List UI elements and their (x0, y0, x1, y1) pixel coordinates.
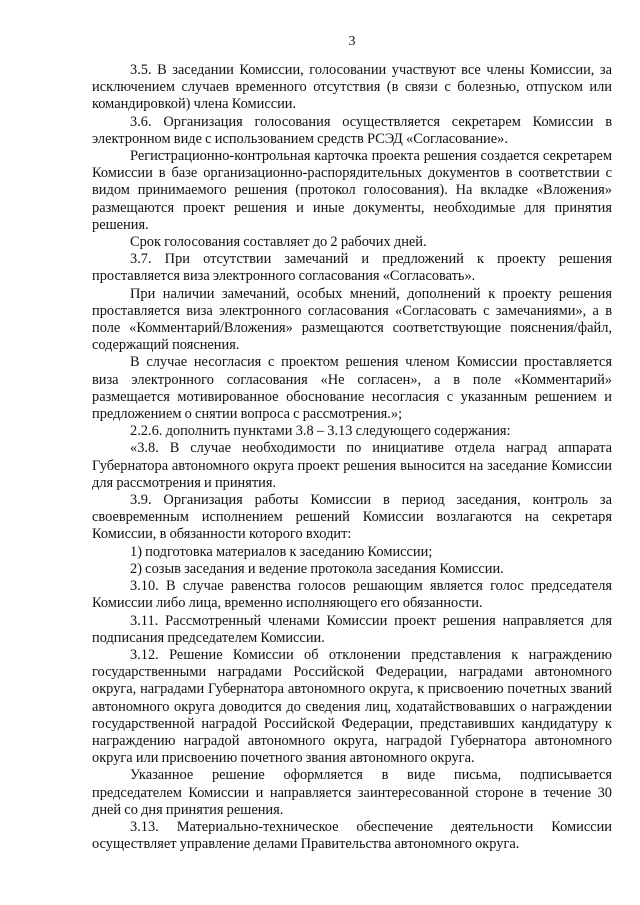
paragraph-letter-decision: Указанное решение оформляется в виде письма, подписывается председателем Комиссии и направляется заинтересованной стороне в течение 30 дней со дня принятия решения. (92, 767, 612, 818)
paragraph-registration-card: Регистрационно-контрольная карточка проекта решения создается секретарем Комиссии в базе организационно-распорядительных документов в соответствии с видом принимаемого решения (протокол голосования). На вкладке «Вложения» размещаются проект решения и иные документы, необходимые для принятия решения. (92, 148, 612, 233)
paragraph-3-5: 3.5. В заседании Комиссии, голосовании участвуют все члены Комиссии, за исключением случаев временного отсутствия (в связи с болезнью, отпуском или командировкой) члена Комиссии. (92, 62, 612, 113)
paragraph-3-6: 3.6. Организация голосования осуществляется секретарем Комиссии в электронном виде с использованием средств РСЭД «Согласование». (92, 113, 612, 147)
paragraph-2-2-6: 2.2.6. дополнить пунктами 3.8 – 3.13 следующего содержания: (130, 423, 511, 440)
paragraph-3-8: «3.8. В случае необходимости по инициативе отдела наград аппарата Губернатора автономного округа проект решения выносится на заседание Комиссии для рассмотрения и принятия. (92, 440, 612, 491)
page-number: 3 (348, 34, 356, 49)
list-item-1: 1) подготовка материалов к заседанию Комиссии; (130, 543, 433, 560)
paragraph-disagreement: В случае несогласия с проектом решения членом Комиссии проставляется виза электронного согласования «Не согласен», а в поле «Комментарий» размещается мотивированное обоснование несогласия с указанным решением и предложением о снятии вопроса с рассмотрения.»; (92, 354, 612, 423)
paragraph-3-12: 3.12. Решение Комиссии об отклонении представления к награждению государственными наградами Российской Федерации, наградами автономного округа, наградами Губернатора автономного округа, к присвоению почетных званий автономного округа доводится до сведения лиц, ходатайствовавших о награждении государственной наградой Российской Федерации, представивших кандидатуру к награждению наградой автономного округа, наградой Губернатора автономного округа или присвоению почетного звания автономного округа. (92, 646, 612, 767)
paragraph-3-11: 3.11. Рассмотренный членами Комиссии проект решения направляется для подписания председателем Комиссии. (92, 612, 612, 646)
paragraph-3-13: 3.13. Материально-техническое обеспечение деятельности Комиссии осуществляет управление делами Правительства автономного округа. (92, 818, 612, 853)
list-item-2: 2) созыв заседания и ведение протокола заседания Комиссии. (130, 560, 504, 577)
paragraph-3-7: 3.7. При отсутствии замечаний и предложений к проекту решения проставляется виза электронного согласования «Согласовать». (92, 251, 612, 285)
paragraph-3-10: 3.10. В случае равенства голосов решающим является голос председателя Комиссии либо лица, временно исполняющего его обязанности. (92, 578, 612, 612)
paragraph-3-9: 3.9. Организация работы Комиссии в период заседания, контроль за своевременным исполнением решений Комиссии возлагаются на секретаря Комиссии, в обязанности которого входит: (92, 492, 612, 543)
paragraph-voting-term: Срок голосования составляет до 2 рабочих дней. (130, 234, 427, 251)
paragraph-remarks: При наличии замечаний, особых мнений, дополнений к проекту решения проставляется виза электронного согласования «Согласовать с замечаниями», а в поле «Комментарий/Вложения» размещаются соответствующие пояснения/файл, содержащий пояснения. (92, 285, 612, 354)
